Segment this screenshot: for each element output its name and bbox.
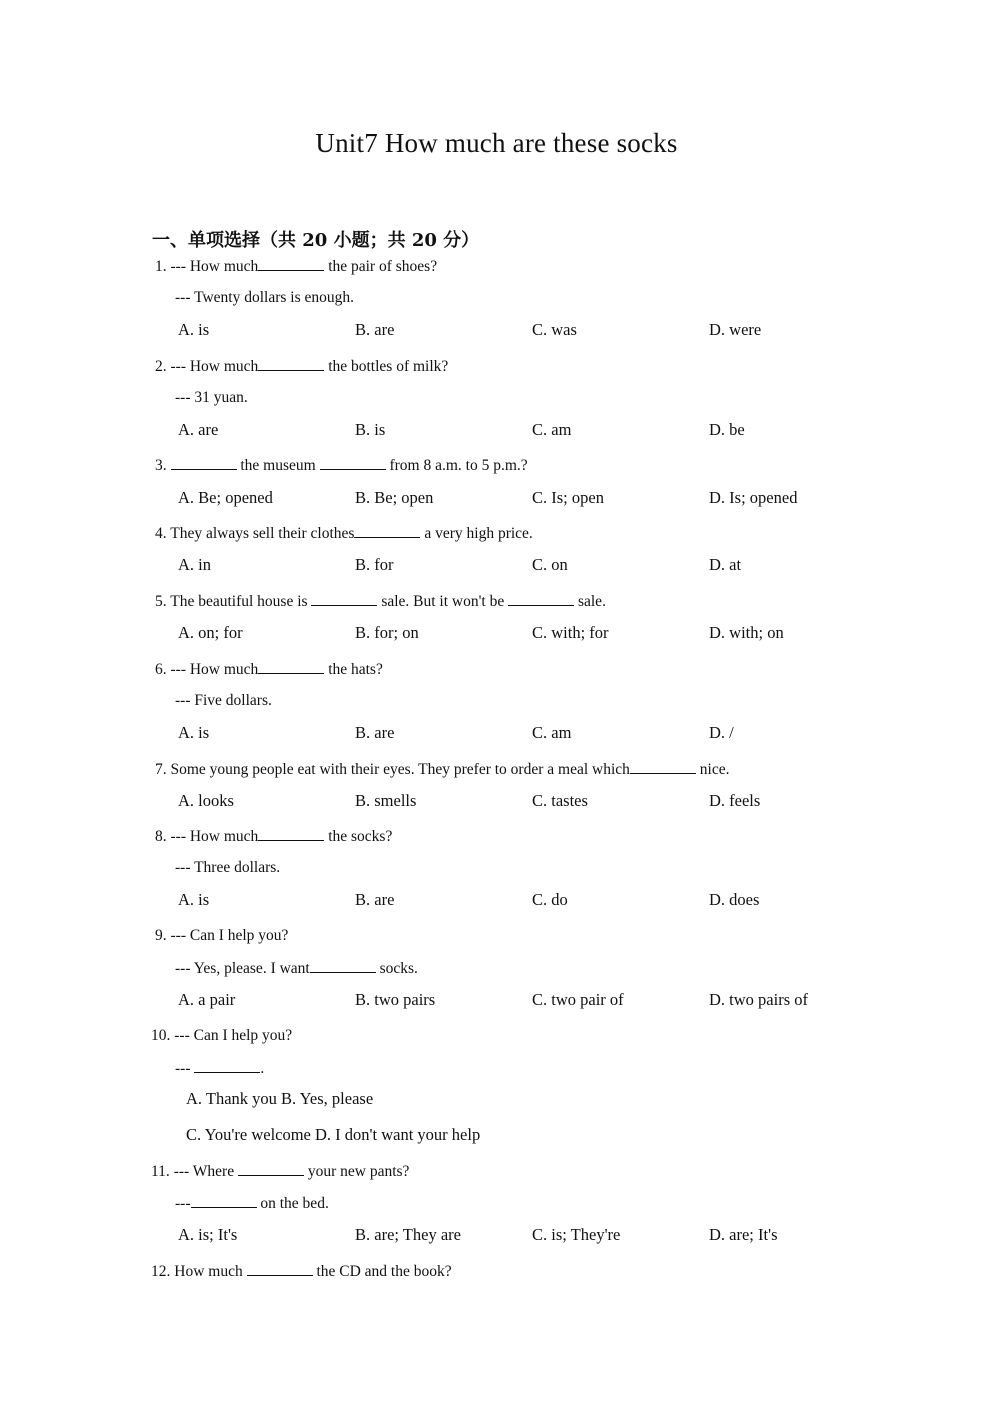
question-number: 7. bbox=[155, 761, 167, 778]
question-text: --- How much bbox=[170, 828, 259, 845]
reply-line: --- Five dollars. bbox=[175, 692, 272, 709]
options-row-1[interactable]: A. Thank you B. Yes, please bbox=[186, 1089, 374, 1108]
option-b[interactable]: B. Be; open bbox=[355, 488, 434, 507]
question-text: your new pants? bbox=[307, 1163, 410, 1180]
question-6 bbox=[155, 659, 383, 680]
answer-blank[interactable] bbox=[258, 356, 324, 371]
option-a[interactable]: A. on; for bbox=[178, 623, 243, 642]
answer-blank[interactable] bbox=[238, 1161, 304, 1176]
option-b[interactable]: B. are; They are bbox=[355, 1225, 461, 1244]
option-a[interactable]: A. is bbox=[178, 890, 210, 909]
answer-blank[interactable] bbox=[311, 591, 377, 606]
option-b[interactable]: B. are bbox=[355, 890, 395, 909]
question-number: 8. bbox=[155, 828, 167, 845]
answer-blank[interactable] bbox=[508, 591, 574, 606]
reply-line bbox=[175, 1193, 329, 1214]
question-text: the museum bbox=[240, 457, 316, 474]
option-b[interactable]: B. are bbox=[355, 723, 395, 742]
question-5 bbox=[155, 591, 606, 612]
question-text: nice. bbox=[699, 761, 730, 778]
question-number: 6. bbox=[155, 661, 167, 678]
answer-blank[interactable] bbox=[630, 759, 696, 774]
reply-line bbox=[175, 958, 418, 979]
question-text: --- How much bbox=[170, 258, 259, 275]
option-d[interactable]: D. were bbox=[709, 320, 762, 339]
answer-blank[interactable] bbox=[258, 659, 324, 674]
option-c[interactable]: C. tastes bbox=[532, 791, 588, 810]
question-text: the socks? bbox=[328, 828, 393, 845]
option-d[interactable]: D. at bbox=[709, 555, 742, 574]
question-4 bbox=[155, 523, 533, 544]
option-c[interactable]: C. two pair of bbox=[532, 990, 624, 1009]
question-number: 9. bbox=[155, 927, 167, 944]
reply-line: --- Three dollars. bbox=[175, 859, 281, 876]
question-7 bbox=[155, 759, 729, 780]
answer-blank[interactable] bbox=[310, 958, 376, 973]
option-c[interactable]: C. am bbox=[532, 723, 572, 742]
question-text: a very high price. bbox=[424, 525, 533, 542]
question-11 bbox=[151, 1161, 409, 1182]
question-2 bbox=[155, 356, 448, 377]
option-b[interactable]: B. for bbox=[355, 555, 394, 574]
question-text: the pair of shoes? bbox=[328, 258, 438, 275]
answer-blank[interactable] bbox=[194, 1058, 260, 1073]
reply-text: --- bbox=[175, 1060, 191, 1077]
question-3 bbox=[155, 455, 528, 476]
option-b[interactable]: B. two pairs bbox=[355, 990, 436, 1009]
answer-blank[interactable] bbox=[320, 455, 386, 470]
reply-text: on the bed. bbox=[260, 1195, 329, 1212]
option-b[interactable]: B. is bbox=[355, 420, 386, 439]
answer-blank[interactable] bbox=[171, 455, 237, 470]
question-number: 12. bbox=[151, 1263, 171, 1280]
question-text: --- Can I help you? bbox=[174, 1027, 293, 1044]
option-c[interactable]: C. was bbox=[532, 320, 577, 339]
answer-blank[interactable] bbox=[191, 1193, 257, 1208]
option-b[interactable]: B. for; on bbox=[355, 623, 419, 642]
question-text: sale. bbox=[577, 593, 606, 610]
option-c[interactable]: C. do bbox=[532, 890, 568, 909]
reply-text: . bbox=[260, 1060, 265, 1077]
reply-line bbox=[175, 1058, 264, 1079]
option-c[interactable]: C. with; for bbox=[532, 623, 609, 642]
option-a[interactable]: A. are bbox=[178, 420, 219, 439]
question-number: 3. bbox=[155, 457, 167, 474]
question-1 bbox=[155, 256, 437, 277]
option-a[interactable]: A. is bbox=[178, 320, 210, 339]
question-number: 11. bbox=[151, 1163, 170, 1180]
option-c[interactable]: C. am bbox=[532, 420, 572, 439]
option-a[interactable]: A. is bbox=[178, 723, 210, 742]
question-text: the hats? bbox=[328, 661, 383, 678]
option-a[interactable]: A. Be; opened bbox=[178, 488, 273, 507]
option-a[interactable]: A. looks bbox=[178, 791, 234, 810]
answer-blank[interactable] bbox=[247, 1261, 313, 1276]
question-8 bbox=[155, 826, 392, 847]
answer-blank[interactable] bbox=[258, 826, 324, 841]
question-number: 5. bbox=[155, 593, 167, 610]
options-row-2[interactable]: C. You're welcome D. I don't want your help bbox=[186, 1125, 481, 1144]
answer-blank[interactable] bbox=[354, 523, 420, 538]
question-text: the CD and the book? bbox=[316, 1263, 452, 1280]
question-text: --- How much bbox=[170, 661, 259, 678]
reply-line: --- 31 yuan. bbox=[175, 389, 248, 406]
option-c[interactable]: C. Is; open bbox=[532, 488, 604, 507]
question-text: --- Where bbox=[173, 1163, 235, 1180]
page-title: Unit7 How much are these socks bbox=[315, 128, 678, 158]
question-9 bbox=[155, 926, 288, 946]
question-text: Some young people eat with their eyes. They prefer to order a meal which bbox=[170, 761, 630, 778]
option-b[interactable]: B. smells bbox=[355, 791, 417, 810]
option-d[interactable]: D. feels bbox=[709, 791, 761, 810]
option-d[interactable]: D. two pairs of bbox=[709, 990, 808, 1009]
question-text: the bottles of milk? bbox=[328, 358, 449, 375]
question-number: 10. bbox=[151, 1027, 171, 1044]
option-c[interactable]: C. on bbox=[532, 555, 568, 574]
answer-blank[interactable] bbox=[258, 256, 324, 271]
question-text: How much bbox=[174, 1263, 243, 1280]
reply-text: --- bbox=[175, 1195, 191, 1212]
question-text: The beautiful house is bbox=[170, 593, 308, 610]
option-d[interactable]: D. with; on bbox=[709, 623, 784, 642]
section-heading: 一、单项选择（共 20 小题；共 20 分） bbox=[152, 230, 480, 251]
question-text: from 8 a.m. to 5 p.m.? bbox=[389, 457, 528, 474]
option-a[interactable]: A. in bbox=[178, 555, 211, 574]
option-c[interactable]: C. is; They're bbox=[532, 1225, 621, 1244]
option-b[interactable]: B. are bbox=[355, 320, 395, 339]
reply-text: socks. bbox=[379, 960, 418, 977]
question-number: 2. bbox=[155, 358, 167, 375]
question-text: --- How much bbox=[170, 358, 259, 375]
option-d[interactable]: D. are; It's bbox=[709, 1225, 778, 1244]
question-12 bbox=[151, 1261, 452, 1282]
option-d[interactable]: D. Is; opened bbox=[709, 488, 798, 507]
question-number: 4. bbox=[155, 525, 167, 542]
option-a[interactable]: A. is; It's bbox=[178, 1225, 238, 1244]
question-10 bbox=[151, 1026, 292, 1046]
option-d[interactable]: D. / bbox=[709, 723, 734, 742]
question-text: They always sell their clothes bbox=[170, 525, 355, 542]
question-text: --- Can I help you? bbox=[170, 927, 289, 944]
reply-line: --- Twenty dollars is enough. bbox=[175, 289, 354, 306]
option-d[interactable]: D. be bbox=[709, 420, 745, 439]
option-d[interactable]: D. does bbox=[709, 890, 760, 909]
reply-text: --- Yes, please. I want bbox=[175, 960, 310, 977]
option-a[interactable]: A. a pair bbox=[178, 990, 236, 1009]
question-number: 1. bbox=[155, 258, 167, 275]
question-text: sale. But it won't be bbox=[381, 593, 505, 610]
